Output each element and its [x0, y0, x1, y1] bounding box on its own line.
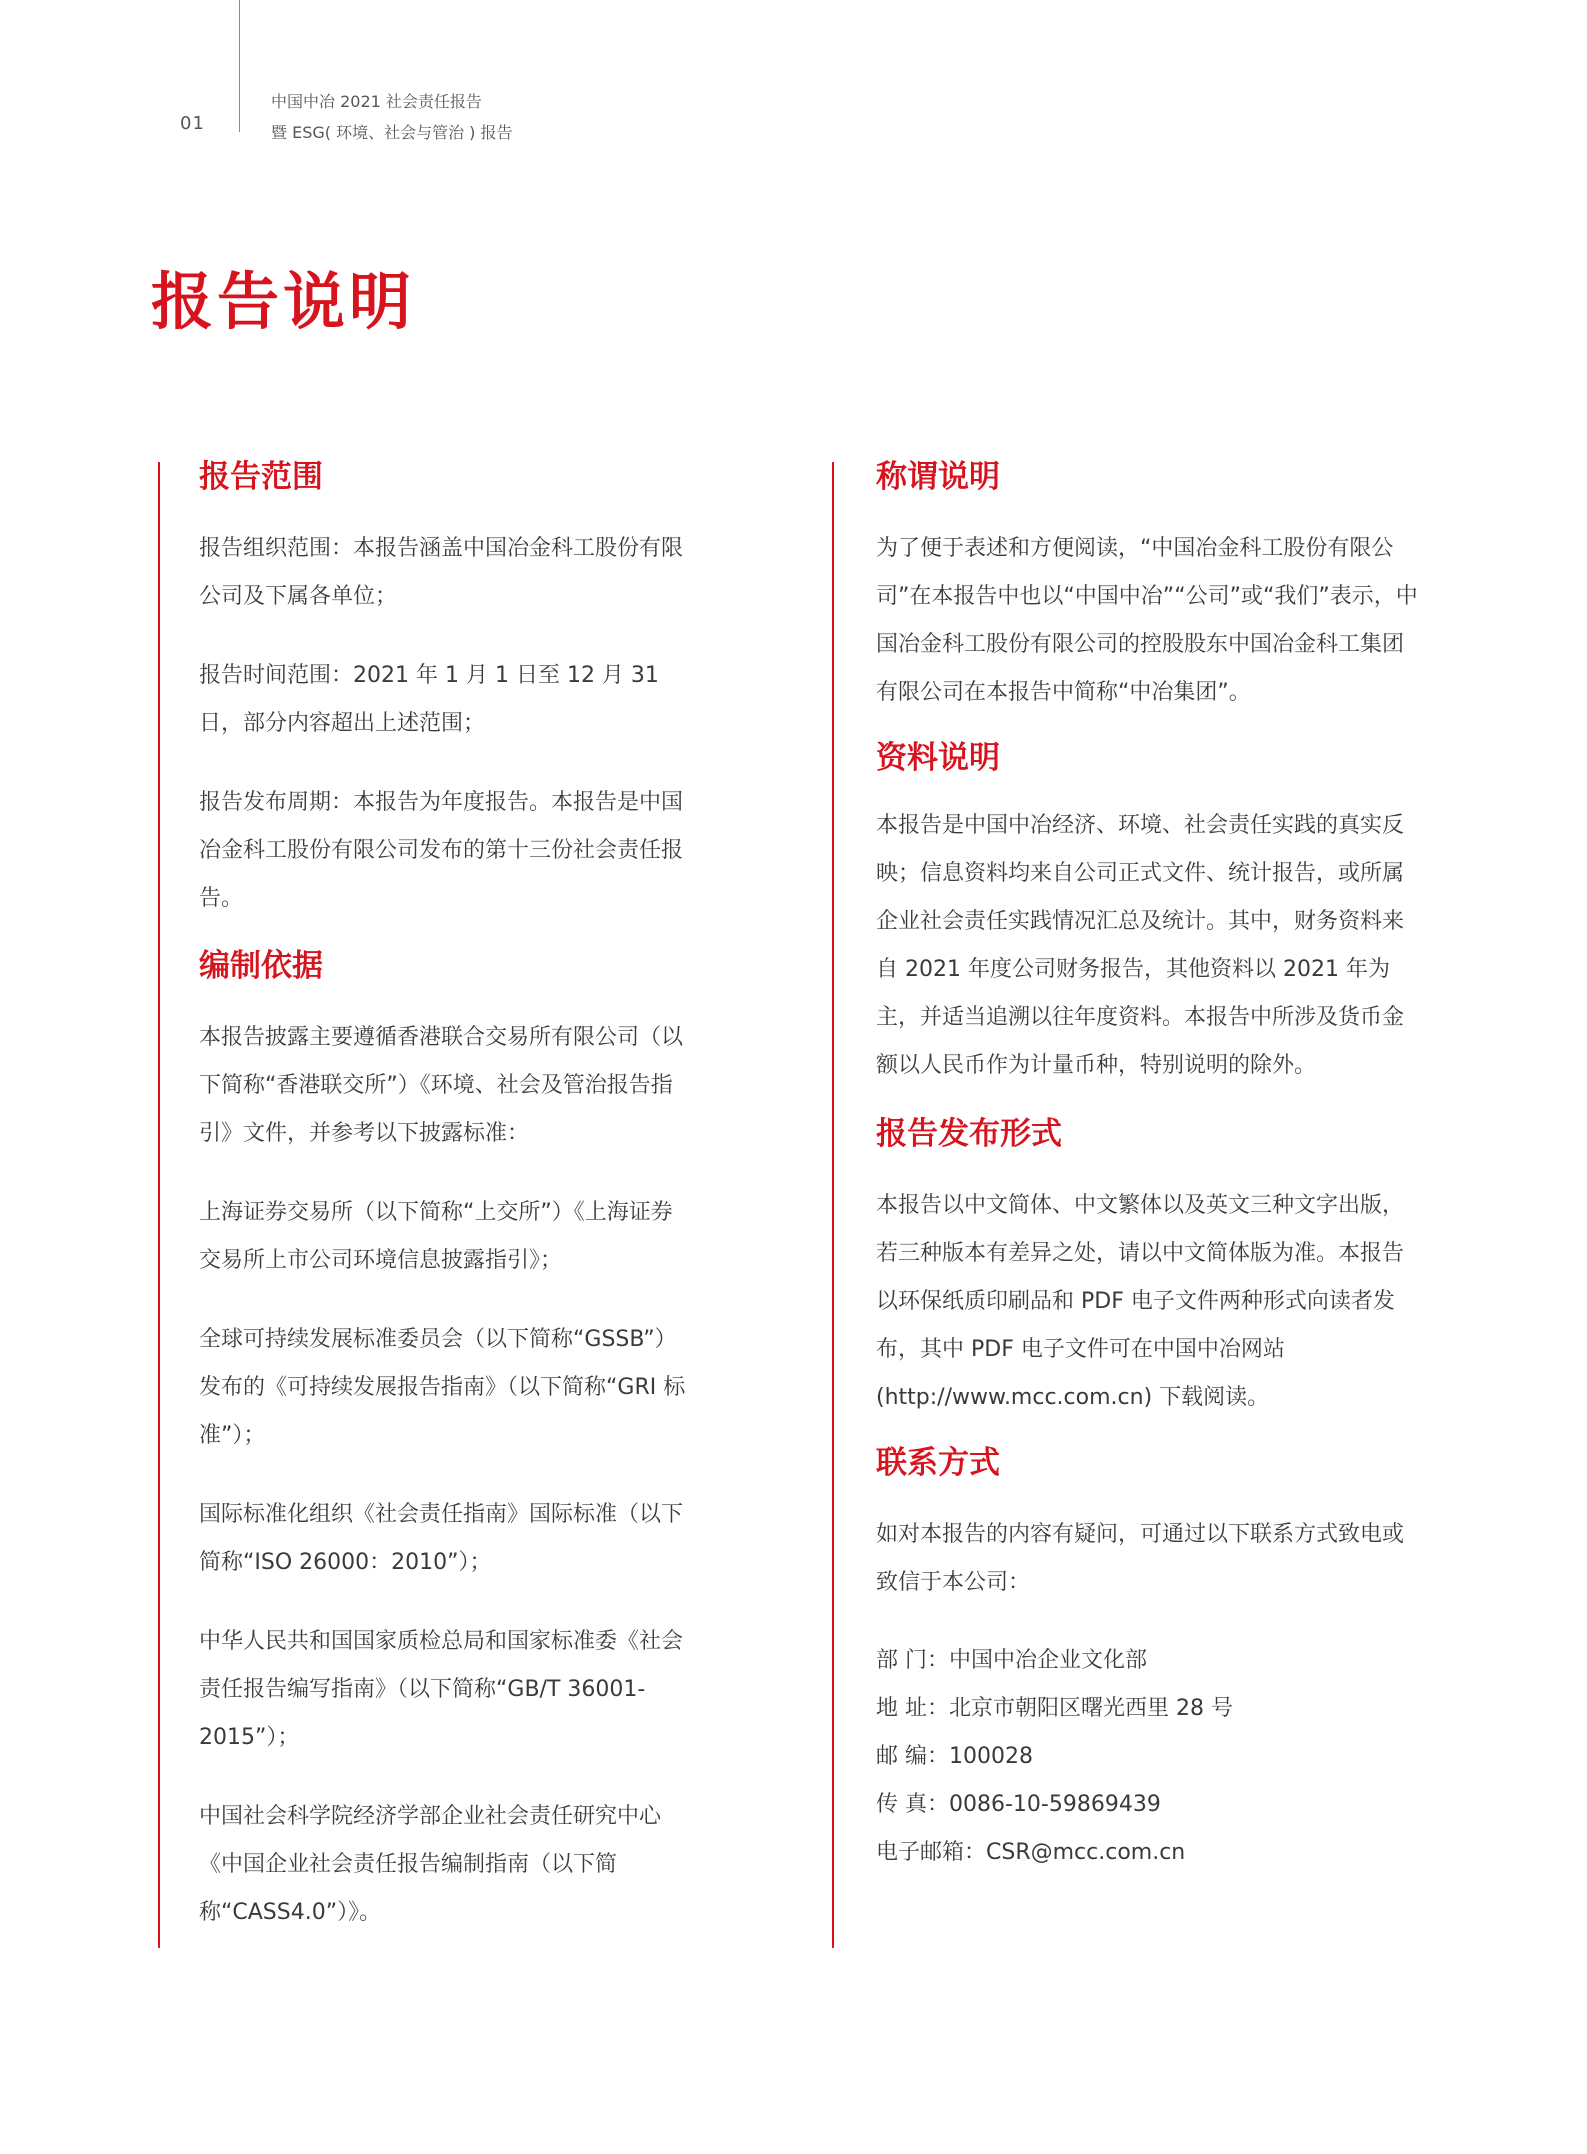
header-divider — [239, 0, 240, 132]
release-heading: 报告发布形式 — [876, 1116, 1062, 1152]
contact-department: 部 门：中国中冶企业文化部 — [876, 1648, 1147, 1673]
basis-item-iso: 国际标准化组织《社会责任指南》国际标准（以下简称“ISO 26000：2010”）； — [199, 1502, 684, 1575]
terms-heading: 称谓说明 — [876, 459, 1000, 495]
left-column — [199, 455, 689, 1937]
right-column-accent-line — [832, 462, 834, 1948]
report-title-line1: 中国中冶 2021 社会责任报告 — [271, 92, 482, 111]
contact-intro: 如对本报告的内容有疑问，可通过以下联系方式致电或致信于本公司： — [876, 1522, 1405, 1595]
left-column-accent-line — [158, 462, 160, 1948]
contact-email: 电子邮箱：CSR@mcc.com.cn — [876, 1840, 1186, 1865]
data-text: 本报告是中国中冶经济、环境、社会责任实践的真实反映；信息资料均来自公司正式文件、统计报告，或所属企业社会责任实践情况汇总及统计。其中，财务资料来自 2021 年度公司财务报告，其他资料以 2021 年为主，并适当追溯以往年度资料。本报告中所涉及货币金额以人民币作为计量币种，特别说明的除外。 — [876, 813, 1405, 1078]
scope-heading: 报告范围 — [199, 459, 323, 495]
basis-item-gri: 全球可持续发展标准委员会（以下简称“GSSB”）发布的《可持续发展报告指南》（以下简称“GRI 标准”）； — [199, 1327, 686, 1448]
contact-details — [876, 1637, 1421, 1877]
terms-text: 为了便于表述和方便阅读，“中国冶金科工股份有限公司”在本报告中也以“中国中冶”“公司”或“我们”表示，中国冶金科工股份有限公司的控股股东中国冶金科工集团有限公司在本报告中简称“中冶集团”。 — [876, 536, 1418, 705]
release-text: 本报告以中文简体、中文繁体以及英文三种文字出版，若三种版本有差异之处，请以中文简体版为准。本报告以环保纸质印刷品和 PDF 电子文件两种形式向读者发布，其中 PDF 电子文件可在中国中冶网站 (http://www.mcc.com.cn) 下载阅读。 — [876, 1193, 1405, 1410]
contact-heading: 联系方式 — [876, 1445, 1000, 1481]
report-header — [271, 86, 513, 148]
page-title: 报告说明 — [151, 265, 416, 338]
contact-postcode: 邮 编：100028 — [876, 1744, 1033, 1769]
basis-item-sse: 上海证券交易所（以下简称“上交所”）《上海证券交易所上市公司环境信息披露指引》； — [199, 1200, 673, 1273]
contact-fax: 传 真：0086-10-59869439 — [876, 1792, 1161, 1817]
basis-intro: 本报告披露主要遵循香港联合交易所有限公司（以下简称“香港联交所”）《环境、社会及管治报告指引》文件，并参考以下披露标准： — [199, 1025, 684, 1146]
page-number: 01 — [180, 113, 205, 134]
data-heading: 资料说明 — [876, 740, 1000, 776]
contact-address: 地 址：北京市朝阳区曙光西里 28 号 — [876, 1696, 1233, 1721]
scope-cycle: 报告发布周期：本报告为年度报告。本报告是中国冶金科工股份有限公司发布的第十三份社会责任报告。 — [199, 790, 684, 911]
report-title-line2: 暨 ESG( 环境、社会与管治 ) 报告 — [271, 123, 513, 142]
right-column — [876, 455, 1421, 1877]
scope-time: 报告时间范围：2021 年 1 月 1 日至 12 月 31 日，部分内容超出上述范围； — [199, 663, 659, 736]
basis-heading: 编制依据 — [199, 948, 323, 984]
basis-item-cass: 中国社会科学院经济学部企业社会责任研究中心《中国企业社会责任报告编制指南（以下简称“CASS4.0”）》。 — [199, 1804, 662, 1925]
basis-item-gb: 中华人民共和国国家质检总局和国家标准委《社会责任报告编写指南》（以下简称“GB/T 36001-2015”）； — [199, 1629, 684, 1750]
scope-org: 报告组织范围：本报告涵盖中国冶金科工股份有限公司及下属各单位； — [199, 536, 684, 609]
